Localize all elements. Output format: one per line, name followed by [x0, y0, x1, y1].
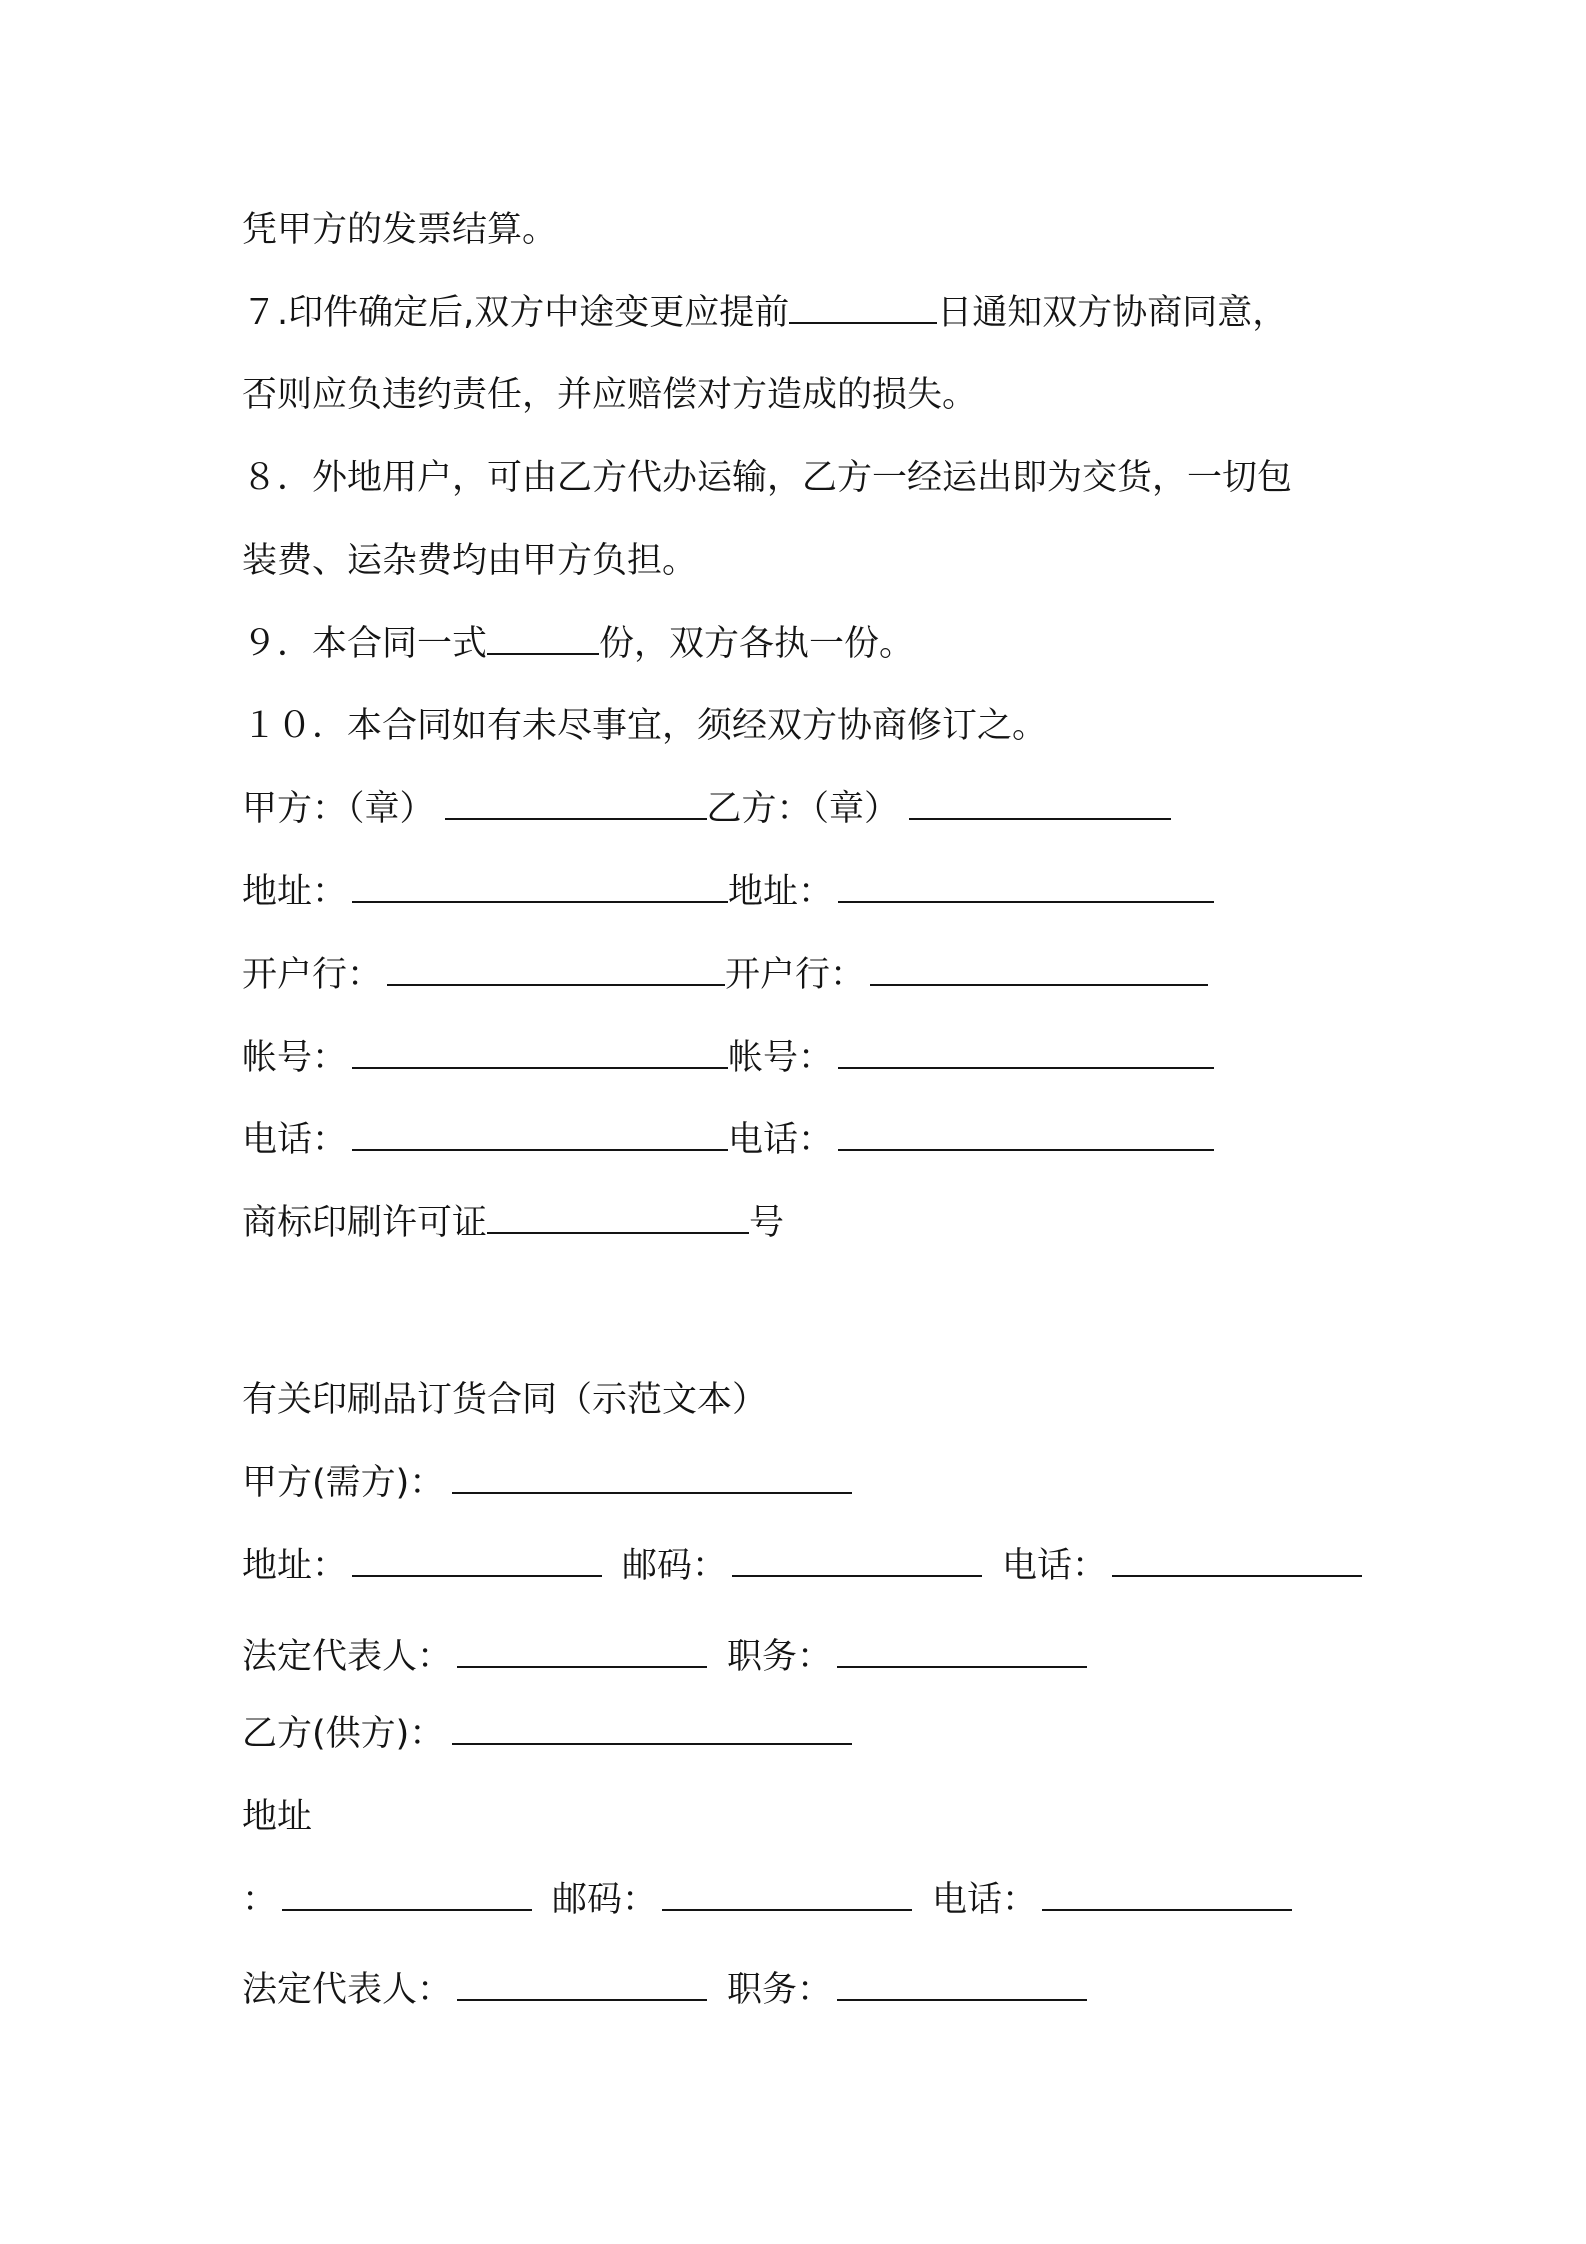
item-8-line: ８．外地用户，可由乙方代办运输，乙方一经运出即为交货，一切包	[242, 458, 1293, 498]
item-7-line: ７.印件确定后,双方中途变更应提前 日通知双方协商同意，	[242, 293, 1288, 333]
party-a-rep-field[interactable]	[457, 1636, 707, 1668]
days-blank[interactable]	[789, 292, 937, 324]
party-a-rep-line: 法定代表人： 职务：	[242, 1634, 1087, 1680]
party-a-phone-blank[interactable]	[352, 1119, 728, 1151]
party-a-account-blank[interactable]	[352, 1037, 728, 1069]
party-a-address-blank[interactable]	[352, 871, 728, 903]
party-b-address-blank[interactable]	[838, 871, 1214, 903]
party-b-supply-line: 乙方(供方)：	[242, 1711, 852, 1757]
settlement-line: 凭甲方的发票结算。	[242, 210, 558, 250]
party-a-seal-blank[interactable]	[445, 788, 707, 820]
address-line: 地址： 地址：	[242, 869, 1214, 915]
party-b-phone-blank[interactable]	[838, 1119, 1214, 1151]
copies-blank[interactable]	[487, 623, 599, 655]
party-a-postcode-field[interactable]	[732, 1545, 982, 1577]
bank-line: 开户行： 开户行：	[242, 952, 1208, 998]
party-b-account-blank[interactable]	[838, 1037, 1214, 1069]
phone-line: 电话： 电话：	[242, 1117, 1214, 1163]
party-a-phone-field[interactable]	[1112, 1545, 1362, 1577]
party-a-demand-line: 甲方(需方)：	[242, 1460, 852, 1506]
item-10-line: １０．本合同如有未尽事宜，须经双方协商修订之。	[242, 706, 1048, 746]
item-9-line: ９．本合同一式 份，双方各执一份。	[242, 624, 915, 664]
seal-line: 甲方：（章） 乙方：（章）	[242, 786, 1171, 832]
party-b-name-blank[interactable]	[452, 1713, 852, 1745]
party-b-bank-blank[interactable]	[870, 954, 1208, 986]
license-number-blank[interactable]	[487, 1202, 749, 1234]
party-b-position-field[interactable]	[837, 1969, 1087, 2001]
party-b-rep-line: 法定代表人： 职务：	[242, 1967, 1087, 2013]
party-b-rep-field[interactable]	[457, 1969, 707, 2001]
party-a-contact-line: 地址： 邮码： 电话：	[242, 1543, 1362, 1589]
party-b-contact-line: ： 邮码： 电话：	[242, 1877, 1292, 1923]
party-b-address-field[interactable]	[282, 1879, 532, 1911]
item-8-cont-line: 装费、运杂费均由甲方负担。	[242, 541, 698, 581]
party-a-bank-blank[interactable]	[387, 954, 725, 986]
party-a-address-field[interactable]	[352, 1545, 602, 1577]
party-a-position-field[interactable]	[837, 1636, 1087, 1668]
license-line: 商标印刷许可证 号	[242, 1203, 785, 1243]
party-b-seal-blank[interactable]	[909, 788, 1171, 820]
party-b-address-label-line: 地址	[242, 1797, 313, 1837]
account-line: 帐号： 帐号：	[242, 1035, 1214, 1081]
second-contract-title: 有关印刷品订货合同（示范文本）	[242, 1380, 768, 1420]
party-b-postcode-field[interactable]	[662, 1879, 912, 1911]
item-7-cont-line: 否则应负违约责任，并应赔偿对方造成的损失。	[242, 375, 978, 415]
party-a-name-blank[interactable]	[452, 1462, 852, 1494]
party-b-phone-field[interactable]	[1042, 1879, 1292, 1911]
